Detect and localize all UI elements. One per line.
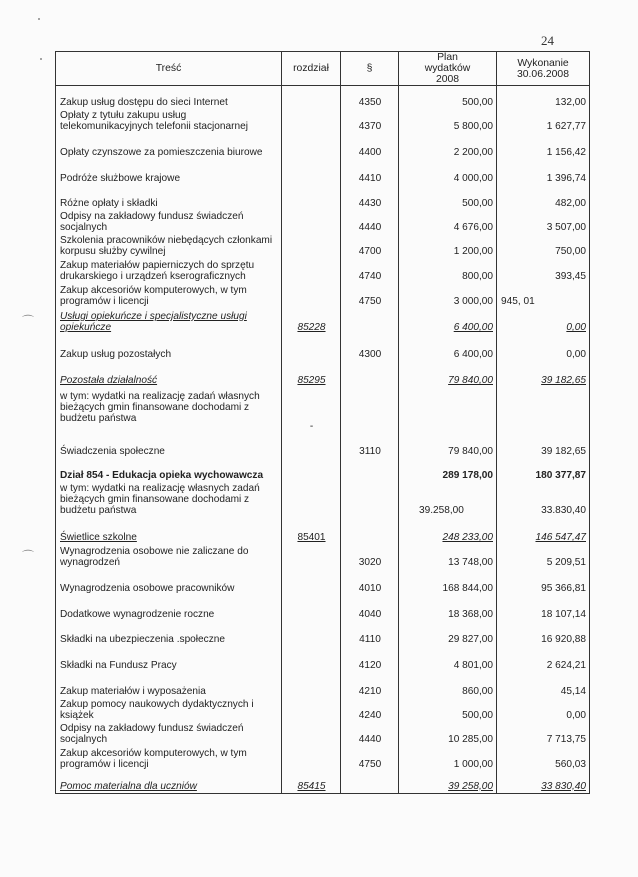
table-row	[56, 134, 590, 160]
row-wykonanie: 45,14	[497, 673, 590, 699]
row-wykonanie: 1 396,74	[497, 160, 590, 186]
row-wykonanie: 5 209,51	[497, 545, 590, 570]
row-paragraf	[341, 459, 399, 483]
row-plan: 6 400,00	[399, 335, 497, 362]
table-row	[56, 459, 590, 483]
scan-speck	[40, 58, 42, 60]
row-name: Szkolenia pracowników niebędących członkami korpusu służby cywilnej	[56, 235, 282, 259]
row-plan: 18 368,00	[399, 596, 497, 622]
table-row	[56, 518, 590, 545]
row-plan: 2 200,00	[399, 134, 497, 160]
row-paragraf: 3020	[341, 545, 399, 570]
row-paragraf	[341, 772, 399, 794]
table-row	[56, 622, 590, 647]
table-row	[56, 673, 590, 699]
row-plan: 10 285,00	[399, 723, 497, 747]
table-row	[56, 723, 590, 747]
scan-speck	[38, 18, 40, 20]
table-row	[56, 186, 590, 211]
table-header-row	[56, 52, 590, 86]
row-paragraf: 4240	[341, 699, 399, 723]
row-plan: 4 676,00	[399, 211, 497, 235]
row-plan: 39 258,00	[399, 772, 497, 794]
row-wykonanie	[497, 388, 590, 434]
row-rozdzial	[282, 186, 341, 211]
row-name: Składki na Fundusz Pracy	[56, 647, 282, 673]
row-name: Opłaty z tytułu zakupu usług telekomunikacyjnych telefonii stacjonarnej	[56, 110, 282, 134]
table-row	[56, 699, 590, 723]
row-rozdzial	[282, 284, 341, 309]
row-plan: 4 801,00	[399, 647, 497, 673]
row-paragraf: 4750	[341, 284, 399, 309]
row-rozdzial	[282, 699, 341, 723]
row-plan: 3 000,00	[399, 284, 497, 309]
row-plan: 289 178,00	[399, 459, 497, 483]
row-wykonanie: 1 156,42	[497, 134, 590, 160]
row-plan: 248 233,00	[399, 518, 497, 545]
row-name: Składki na ubezpieczenia .społeczne	[56, 622, 282, 647]
row-wykonanie: 132,00	[497, 86, 590, 110]
row-paragraf: 4350	[341, 86, 399, 110]
row-rozdzial: 85415	[282, 772, 341, 794]
table-row	[56, 335, 590, 362]
table-row	[56, 483, 590, 518]
row-paragraf: 4700	[341, 235, 399, 259]
row-name: Zakup usług dostępu do sieci Internet	[56, 86, 282, 110]
row-rozdzial	[282, 570, 341, 596]
table-row	[56, 434, 590, 459]
row-name: Wynagrodzenia osobowe pracowników	[56, 570, 282, 596]
row-wykonanie: 1 627,77	[497, 110, 590, 134]
row-name: w tym: wydatki na realizację własnych zadań bieżących gmin finansowane dochodami z budżetu państwa	[56, 483, 282, 518]
row-paragraf: 4430	[341, 186, 399, 211]
row-plan: 860,00	[399, 673, 497, 699]
row-wykonanie: 39 182,65	[497, 362, 590, 388]
row-wykonanie: 16 920,88	[497, 622, 590, 647]
row-wykonanie: 945, 01	[497, 284, 590, 309]
table-row	[56, 259, 590, 284]
row-rozdzial	[282, 647, 341, 673]
row-name: Zakup materiałów i wyposażenia	[56, 673, 282, 699]
row-plan	[399, 388, 497, 434]
table-row	[56, 110, 590, 134]
row-paragraf	[341, 388, 399, 434]
row-wykonanie: 180 377,87	[497, 459, 590, 483]
row-wykonanie: 39 182,65	[497, 434, 590, 459]
row-wykonanie: 0,00	[497, 335, 590, 362]
row-wykonanie: 482,00	[497, 186, 590, 211]
row-wykonanie: 0,00	[497, 699, 590, 723]
row-name: Zakup materiałów papierniczych do sprzętu drukarskiego i urządzeń kserograficznych	[56, 259, 282, 284]
row-wykonanie: 560,03	[497, 747, 590, 772]
row-name: Świetlice szkolne	[56, 518, 282, 545]
row-name: Wynagrodzenia osobowe nie zaliczane do wynagrodzeń	[56, 545, 282, 570]
row-wykonanie: 0,00	[497, 309, 590, 335]
row-rozdzial	[282, 459, 341, 483]
row-rozdzial: 85228	[282, 309, 341, 335]
table-row	[56, 160, 590, 186]
row-name: Podróże służbowe krajowe	[56, 160, 282, 186]
header-tresc: Treść	[56, 52, 282, 86]
row-wykonanie: 18 107,14	[497, 596, 590, 622]
page-number: 24	[541, 33, 554, 48]
row-rozdzial	[282, 673, 341, 699]
row-paragraf: 3110	[341, 434, 399, 459]
margin-mark: ⌒	[22, 314, 35, 328]
row-paragraf: 4010	[341, 570, 399, 596]
row-paragraf: 4410	[341, 160, 399, 186]
row-name: Świadczenia społeczne	[56, 434, 282, 459]
row-plan: 13 748,00	[399, 545, 497, 570]
row-paragraf: 4210	[341, 673, 399, 699]
row-name: Zakup akcesoriów komputerowych, w tym programów i licencji	[56, 747, 282, 772]
row-name: Dział 854 - Edukacja opieka wychowawcza	[56, 459, 282, 483]
row-rozdzial	[282, 235, 341, 259]
row-wykonanie: 3 507,00	[497, 211, 590, 235]
row-paragraf	[341, 309, 399, 335]
row-plan: 79 840,00	[399, 434, 497, 459]
row-wykonanie: 2 624,21	[497, 647, 590, 673]
header-rozdzial: rozdział	[282, 52, 341, 86]
row-plan: 4 000,00	[399, 160, 497, 186]
row-plan: 800,00	[399, 259, 497, 284]
row-rozdzial: 85295	[282, 362, 341, 388]
row-wykonanie: 33 830,40	[497, 772, 590, 794]
row-plan: 5 800,00	[399, 110, 497, 134]
row-wykonanie: 33.830,40	[497, 483, 590, 518]
table-row	[56, 362, 590, 388]
table-row	[56, 86, 590, 110]
row-name: Dodatkowe wynagrodzenie roczne	[56, 596, 282, 622]
row-wykonanie: 750,00	[497, 235, 590, 259]
row-paragraf: 4040	[341, 596, 399, 622]
row-name: Pozostała działalność	[56, 362, 282, 388]
row-rozdzial	[282, 259, 341, 284]
margin-mark: ⌒	[22, 549, 35, 563]
row-name: Opłaty czynszowe za pomieszczenia biurowe	[56, 134, 282, 160]
row-rozdzial	[282, 596, 341, 622]
header-plan: Plan wydatków 2008	[399, 52, 497, 86]
table-row	[56, 211, 590, 235]
row-wykonanie: 7 713,75	[497, 723, 590, 747]
row-name: Zakup akcesoriów komputerowych, w tym programów i licencji	[56, 284, 282, 309]
table-row	[56, 235, 590, 259]
row-name: Usługi opiekuńcze i specjalistyczne usługi opiekuńcze	[56, 309, 282, 335]
table-row	[56, 647, 590, 673]
row-rozdzial	[282, 434, 341, 459]
header-wykonanie: Wykonanie 30.06.2008	[497, 52, 590, 86]
table-row	[56, 545, 590, 570]
row-rozdzial	[282, 545, 341, 570]
row-paragraf: 4750	[341, 747, 399, 772]
row-wykonanie: 393,45	[497, 259, 590, 284]
row-name: Zakup usług pozostałych	[56, 335, 282, 362]
row-plan: 1 000,00	[399, 747, 497, 772]
row-rozdzial: -	[282, 388, 341, 434]
row-paragraf	[341, 362, 399, 388]
row-rozdzial	[282, 134, 341, 160]
row-plan: 39.258,00	[399, 483, 497, 518]
table-row	[56, 284, 590, 309]
row-rozdzial	[282, 723, 341, 747]
row-rozdzial	[282, 335, 341, 362]
row-name: Różne opłaty i składki	[56, 186, 282, 211]
row-paragraf	[341, 483, 399, 518]
table-row	[56, 388, 590, 434]
row-plan: 500,00	[399, 86, 497, 110]
table-row	[56, 747, 590, 772]
table-row	[56, 772, 590, 794]
row-wykonanie: 146 547,47	[497, 518, 590, 545]
row-rozdzial	[282, 211, 341, 235]
row-paragraf: 4440	[341, 211, 399, 235]
row-rozdzial: 85401	[282, 518, 341, 545]
row-paragraf: 4440	[341, 723, 399, 747]
row-name: w tym: wydatki na realizację zadań własnych bieżących gmin finansowane dochodami z budżetu państwa	[56, 388, 282, 434]
table-row	[56, 309, 590, 335]
row-paragraf: 4370	[341, 110, 399, 134]
row-plan: 500,00	[399, 699, 497, 723]
row-plan: 6 400,00	[399, 309, 497, 335]
row-rozdzial	[282, 747, 341, 772]
header-paragraf: §	[341, 52, 399, 86]
row-paragraf: 4110	[341, 622, 399, 647]
row-paragraf: 4400	[341, 134, 399, 160]
row-rozdzial	[282, 110, 341, 134]
row-paragraf	[341, 518, 399, 545]
row-plan: 29 827,00	[399, 622, 497, 647]
table-row	[56, 570, 590, 596]
row-name: Odpisy na zakładowy fundusz świadczeń socjalnych	[56, 723, 282, 747]
row-paragraf: 4740	[341, 259, 399, 284]
row-paragraf: 4120	[341, 647, 399, 673]
row-name: Zakup pomocy naukowych dydaktycznych i książek	[56, 699, 282, 723]
row-name: Pomoc materialna dla uczniów	[56, 772, 282, 794]
row-rozdzial	[282, 622, 341, 647]
table-row	[56, 596, 590, 622]
row-name: Odpisy na zakładowy fundusz świadczeń socjalnych	[56, 211, 282, 235]
row-plan: 79 840,00	[399, 362, 497, 388]
expenditure-table	[55, 51, 590, 794]
row-plan: 168 844,00	[399, 570, 497, 596]
row-plan: 500,00	[399, 186, 497, 211]
row-wykonanie: 95 366,81	[497, 570, 590, 596]
row-rozdzial	[282, 483, 341, 518]
row-rozdzial	[282, 86, 341, 110]
row-rozdzial	[282, 160, 341, 186]
row-plan: 1 200,00	[399, 235, 497, 259]
row-paragraf: 4300	[341, 335, 399, 362]
